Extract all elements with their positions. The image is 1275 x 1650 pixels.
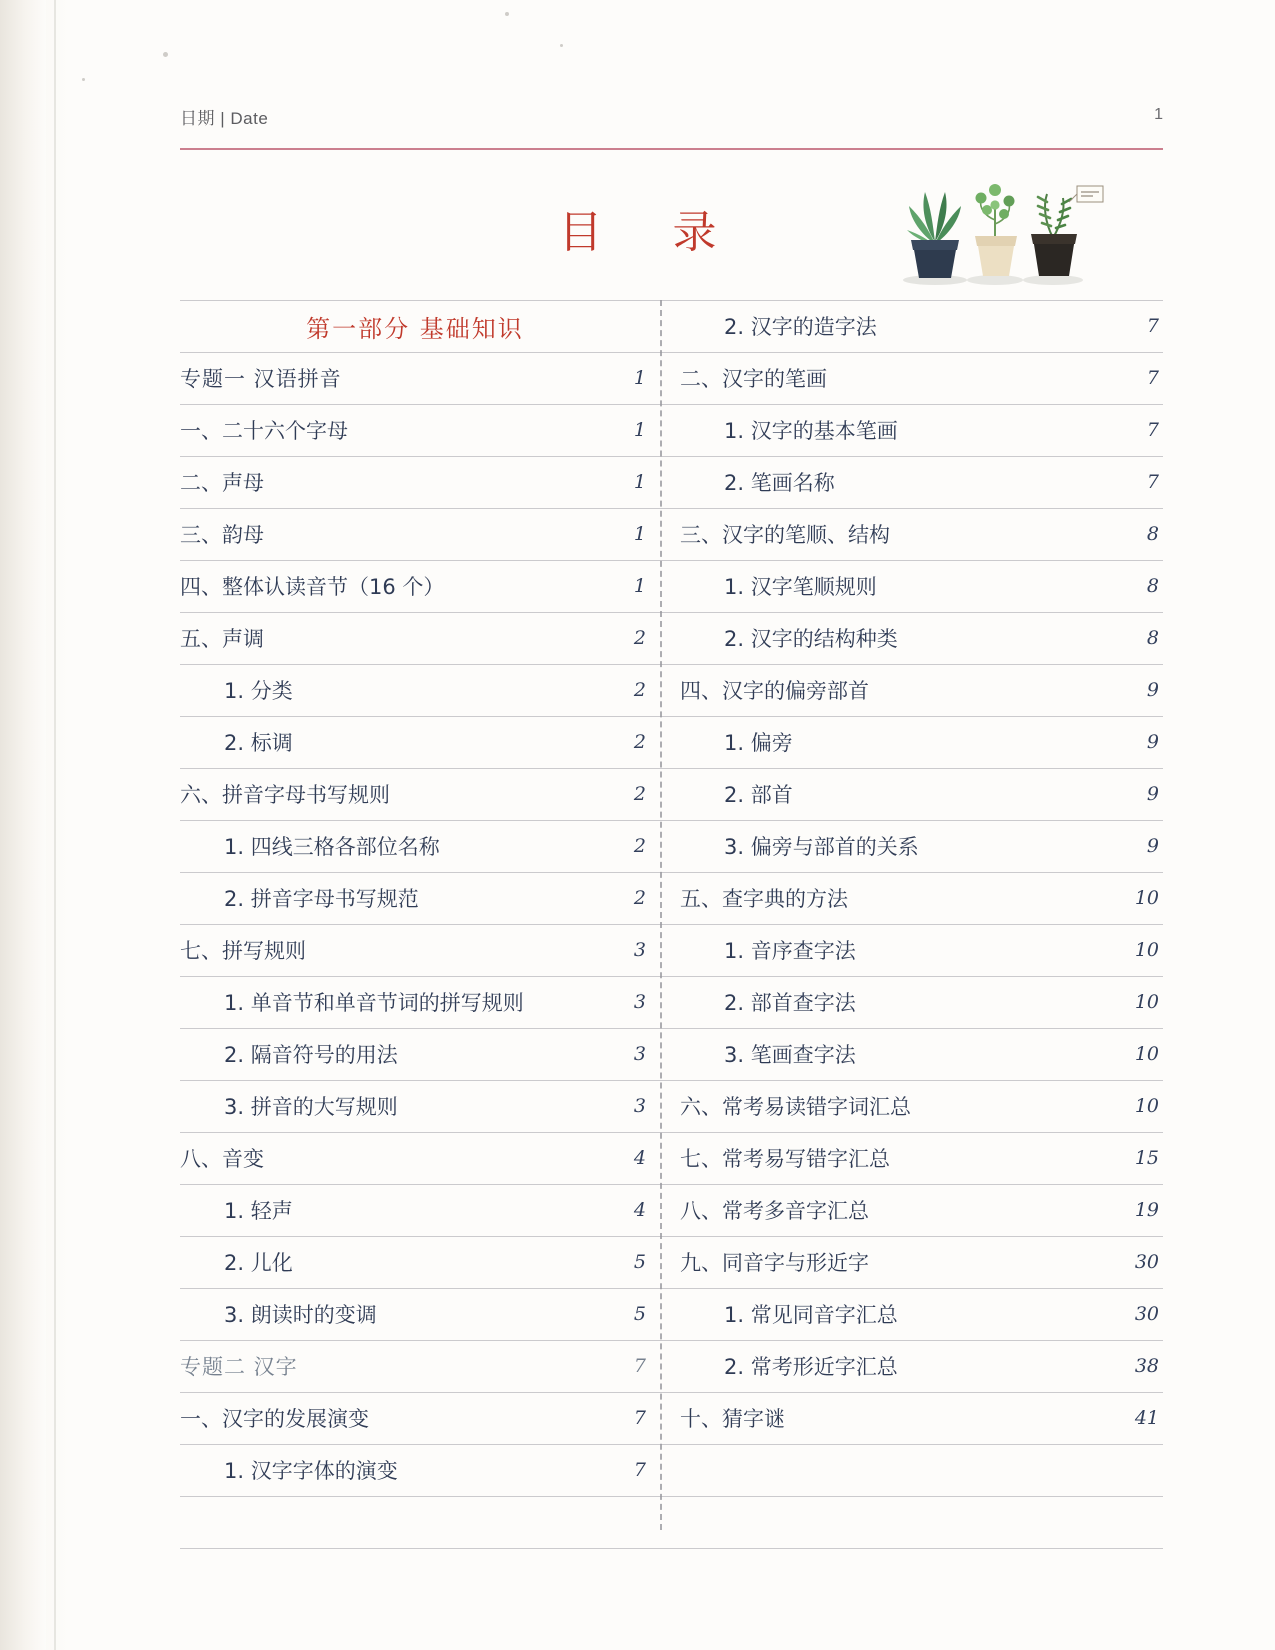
toc-entry-page: 2 (633, 835, 646, 857)
toc-entry-page: 2 (633, 887, 646, 909)
toc-entry-page: 9 (1146, 783, 1159, 805)
toc-entry-text: 2. 笔画名称 (724, 471, 835, 495)
toc-entry-text: 六、拼音字母书写规则 (180, 783, 390, 807)
potted-plants-icon (895, 172, 1105, 292)
toc-entry-text: 1. 汉字笔顺规则 (724, 575, 877, 599)
toc-right-column (680, 300, 1163, 1444)
toc-entry-page: 2 (633, 783, 646, 805)
toc-entry-text: 专题二 汉字 (180, 1355, 298, 1379)
toc-entry[interactable] (680, 924, 1163, 976)
toc-entry[interactable] (180, 1392, 650, 1444)
toc-entry-text: 2. 汉字的结构种类 (724, 627, 898, 651)
toc-entry[interactable] (180, 716, 650, 768)
toc-entry[interactable] (680, 612, 1163, 664)
toc-entry-page: 30 (1134, 1251, 1159, 1273)
toc-entry-text: 2. 部首查字法 (724, 991, 856, 1015)
toc-entry-text: 3. 朗读时的变调 (224, 1303, 377, 1327)
toc-entry[interactable] (180, 1340, 650, 1392)
toc-entry[interactable] (180, 352, 650, 404)
toc-entry-text: 2. 汉字的造字法 (724, 315, 877, 339)
toc-entry-page: 8 (1146, 627, 1159, 649)
toc-entry[interactable] (680, 1288, 1163, 1340)
toc-entry-text: 一、二十六个字母 (180, 419, 348, 443)
toc-entry-text: 2. 隔音符号的用法 (224, 1043, 398, 1067)
toc-entry-page: 3 (633, 1043, 646, 1065)
toc-entry[interactable] (680, 1080, 1163, 1132)
toc-entry-text: 第一部分 基础知识 (306, 314, 524, 343)
toc-entry[interactable] (680, 1340, 1163, 1392)
toc-entry-text: 3. 笔画查字法 (724, 1043, 856, 1067)
toc-entry-text: 2. 部首 (724, 783, 793, 807)
toc-entry[interactable] (180, 1132, 650, 1184)
toc-entry-page: 4 (633, 1199, 646, 1221)
toc-entry-page: 10 (1134, 939, 1159, 961)
toc-entry[interactable] (180, 1288, 650, 1340)
toc-entry-page: 15 (1134, 1147, 1159, 1169)
toc-entry-page: 2 (633, 731, 646, 753)
toc-entry-page: 9 (1146, 731, 1159, 753)
toc-entry-text: 六、常考易读错字词汇总 (680, 1095, 911, 1119)
toc-entry[interactable] (680, 1028, 1163, 1080)
toc-entry-text: 三、汉字的笔顺、结构 (680, 523, 890, 547)
toc-entry[interactable] (680, 1132, 1163, 1184)
toc-entry[interactable] (680, 664, 1163, 716)
toc-entry[interactable] (180, 456, 650, 508)
date-label: 日期 | Date (180, 109, 269, 128)
toc-entry-page: 1 (633, 419, 646, 441)
toc-entry-page: 10 (1134, 991, 1159, 1013)
toc-entry-page: 3 (633, 1095, 646, 1117)
header-rule (180, 148, 1163, 150)
toc-entry-text: 八、常考多音字汇总 (680, 1199, 869, 1223)
toc-entry-text: 1. 汉字的基本笔画 (724, 419, 898, 443)
toc-entry-page: 3 (633, 939, 646, 961)
toc-entry-text: 三、韵母 (180, 523, 264, 547)
toc-entry-page: 9 (1146, 679, 1159, 701)
toc-sheet (180, 300, 1163, 1530)
toc-entry-page: 19 (1134, 1199, 1159, 1221)
toc-part-heading[interactable] (180, 300, 650, 352)
toc-entry[interactable] (180, 924, 650, 976)
toc-entry-text: 1. 音序查字法 (724, 939, 856, 963)
toc-left-column (180, 300, 650, 1496)
toc-entry[interactable] (180, 664, 650, 716)
toc-entry[interactable] (180, 404, 650, 456)
toc-entry-text: 二、汉字的笔画 (680, 367, 827, 391)
toc-entry-page: 7 (1146, 471, 1159, 493)
scan-speck (163, 52, 168, 57)
toc-entry[interactable] (680, 404, 1163, 456)
toc-entry-text: 十、猜字谜 (680, 1407, 785, 1431)
toc-entry[interactable] (680, 976, 1163, 1028)
scan-speck (505, 12, 509, 16)
toc-entry-page: 4 (633, 1147, 646, 1169)
toc-entry[interactable] (180, 1028, 650, 1080)
toc-entry[interactable] (680, 716, 1163, 768)
toc-entry[interactable] (180, 1236, 650, 1288)
toc-entry-page: 10 (1134, 1043, 1159, 1065)
toc-entry-text: 3. 拼音的大写规则 (224, 1095, 398, 1119)
toc-entry[interactable] (180, 1444, 650, 1496)
toc-entry-page: 5 (633, 1303, 646, 1325)
toc-entry-page: 1 (633, 575, 646, 597)
toc-entry-text: 1. 轻声 (224, 1199, 293, 1223)
toc-entry-text: 专题一 汉语拼音 (180, 367, 342, 391)
toc-entry[interactable] (180, 872, 650, 924)
toc-entry-page: 10 (1134, 887, 1159, 909)
toc-entry[interactable] (680, 1392, 1163, 1444)
toc-entry[interactable] (180, 820, 650, 872)
toc-entry-page: 9 (1146, 835, 1159, 857)
toc-entry-page: 7 (633, 1459, 646, 1481)
toc-entry-page: 7 (1146, 419, 1159, 441)
toc-entry-text: 一、汉字的发展演变 (180, 1407, 369, 1431)
toc-entry-page: 10 (1134, 1095, 1159, 1117)
toc-entry[interactable] (180, 612, 650, 664)
toc-entry[interactable] (180, 508, 650, 560)
toc-entry[interactable] (180, 976, 650, 1028)
scan-speck (82, 78, 85, 81)
toc-entry-page: 7 (1146, 315, 1159, 337)
scan-speck (560, 44, 563, 47)
page-title: 目 录 (558, 207, 745, 258)
page-number: 1 (1154, 106, 1163, 123)
toc-entry-text: 1. 四线三格各部位名称 (224, 835, 440, 859)
toc-entry-text: 2. 儿化 (224, 1251, 293, 1275)
toc-entry-text: 七、常考易写错字汇总 (680, 1147, 890, 1171)
toc-entry[interactable] (180, 1184, 650, 1236)
toc-entry-page: 1 (633, 523, 646, 545)
toc-entry-text: 五、声调 (180, 627, 264, 651)
toc-entry[interactable] (680, 872, 1163, 924)
toc-entry-text: 2. 标调 (224, 731, 293, 755)
toc-entry-text: 二、声母 (180, 471, 264, 495)
toc-entry-text: 七、拼写规则 (180, 939, 306, 963)
toc-entry-page: 2 (633, 679, 646, 701)
toc-entry[interactable] (680, 820, 1163, 872)
toc-entry-page: 8 (1146, 523, 1159, 545)
toc-entry[interactable] (680, 1184, 1163, 1236)
toc-entry-page: 1 (633, 367, 646, 389)
toc-entry[interactable] (680, 456, 1163, 508)
toc-entry-text: 九、同音字与形近字 (680, 1251, 869, 1275)
column-divider (660, 300, 662, 1530)
toc-entry-page: 1 (633, 471, 646, 493)
toc-entry[interactable] (680, 560, 1163, 612)
toc-entry-page: 30 (1134, 1303, 1159, 1325)
toc-entry-page: 7 (633, 1407, 646, 1429)
toc-entry-text: 1. 分类 (224, 679, 293, 703)
toc-entry-page: 5 (633, 1251, 646, 1273)
toc-entry[interactable] (680, 1236, 1163, 1288)
toc-entry-text: 2. 拼音字母书写规范 (224, 887, 419, 911)
toc-entry-text: 1. 常见同音字汇总 (724, 1303, 898, 1327)
toc-entry[interactable] (180, 560, 650, 612)
rule-line (180, 1496, 1163, 1497)
toc-entry-text: 五、查字典的方法 (680, 887, 848, 911)
toc-entry-page: 7 (1146, 367, 1159, 389)
toc-entry-text: 2. 常考形近字汇总 (724, 1355, 898, 1379)
toc-entry[interactable] (180, 768, 650, 820)
toc-entry[interactable] (680, 508, 1163, 560)
toc-entry-page: 38 (1134, 1355, 1159, 1377)
toc-entry-text: 1. 单音节和单音节词的拼写规则 (224, 991, 524, 1015)
toc-entry-text: 八、音变 (180, 1147, 264, 1171)
toc-entry[interactable] (180, 1080, 650, 1132)
toc-entry[interactable] (680, 352, 1163, 404)
toc-entry-page: 7 (633, 1355, 646, 1377)
toc-entry-page: 8 (1146, 575, 1159, 597)
toc-entry-text: 四、整体认读音节（16 个） (180, 575, 445, 599)
toc-entry[interactable] (680, 300, 1163, 352)
toc-entry-text: 四、汉字的偏旁部首 (680, 679, 869, 703)
toc-entry-page: 2 (633, 627, 646, 649)
toc-entry-page: 41 (1134, 1407, 1159, 1429)
toc-entry-page: 3 (633, 991, 646, 1013)
toc-entry-text: 1. 偏旁 (724, 731, 793, 755)
toc-entry-text: 3. 偏旁与部首的关系 (724, 835, 919, 859)
toc-entry-text: 1. 汉字字体的演变 (224, 1459, 398, 1483)
toc-entry[interactable] (680, 768, 1163, 820)
page-header (180, 104, 1163, 144)
